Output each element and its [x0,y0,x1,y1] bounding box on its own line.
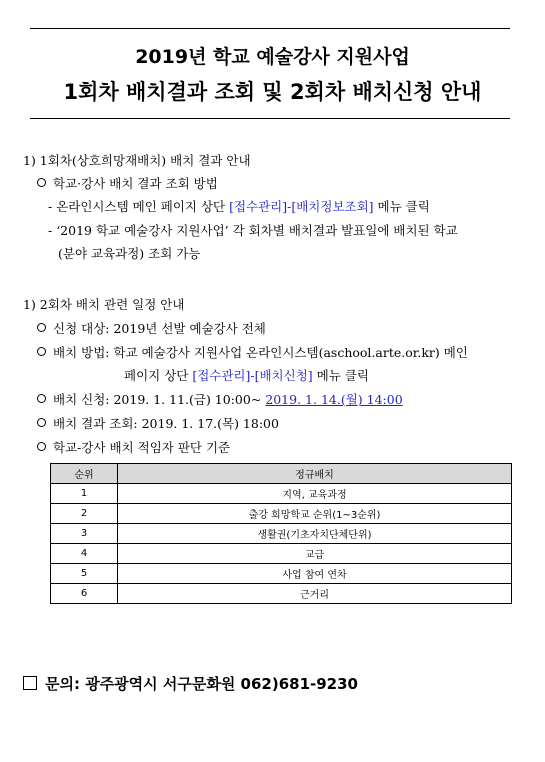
section2-apply: 배치 신청: 2019. 1. 11.(금) 10:00~ 2019. 1. 14.(월) 14:00 [37,391,403,409]
rank-cell: 6 [51,584,118,604]
rank-cell: 1 [51,484,118,504]
table-header-rank: 순위 [51,464,118,484]
criteria-cell: 지역, 교육과정 [118,484,512,504]
section1-dash2-line2: (분야 교육과정) 조회 가능 [58,246,201,261]
circle-bullet-icon [37,442,46,451]
section1-heading: 1) 1회차(상호희망재배치) 배치 결과 안내 [23,153,251,168]
table-row [51,524,512,544]
criteria-cell: 생활권(기초자치단체단위) [118,524,512,544]
table-row [51,504,512,524]
contact-text: 문의: 광주광역시 서구문화원 062)681-9230 [45,675,358,693]
circle-bullet-icon [37,347,46,356]
circle-bullet-icon [37,178,46,187]
rank-cell: 5 [51,564,118,584]
rank-cell: 4 [51,544,118,564]
menu-path-link: [접수관리]-[배치정보조회] [229,199,374,214]
section2-method-line2: 페이지 상단 [접수관리]-[배치신청] 메뉴 클릭 [124,368,369,383]
rank-cell: 2 [51,504,118,524]
title-rule [30,118,510,119]
apply-deadline: 2019. 1. 14.(월) 14:00 [265,392,403,407]
table-row [51,544,512,564]
rank-cell: 3 [51,524,118,544]
table-row [51,484,512,504]
section2-heading: 1) 2회차 배치 관련 일정 안내 [23,297,185,312]
contact-line [23,673,358,694]
criteria-cell: 교급 [118,544,512,564]
page-title-line2: 1회차 배치결과 조회 및 2회차 배치신청 안내 [63,80,482,104]
table-header-criteria: 정규배치 [118,464,512,484]
criteria-table [50,463,512,604]
table-header-row [51,464,512,484]
checkbox-square-icon [23,676,37,690]
circle-bullet-icon [37,323,46,332]
section1-dash2-line1: - ‘2019 학교 예술강사 지원사업’ 각 회차별 배치결과 발표일에 배치된 학교 [48,223,458,238]
menu-path-link: [접수관리]-[배치신청] [192,368,313,383]
section2-criteria: 학교-강사 배치 적임자 판단 기준 [37,439,230,457]
criteria-cell: 근거리 [118,584,512,604]
section1-bullet: 학교·강사 배치 결과 조회 방법 [37,175,218,193]
circle-bullet-icon [37,394,46,403]
criteria-cell: 출강 희망학교 순위(1~3순위) [118,504,512,524]
section1-dash1: - 온라인시스템 메인 페이지 상단 [접수관리]-[배치정보조회] 메뉴 클릭 [48,199,430,214]
table-row [51,584,512,604]
section2-target: 신청 대상: 2019년 선발 예술강사 전체 [37,320,266,338]
section2-method-line1: 배치 방법: 학교 예술강사 지원사업 온라인시스템(aschool.arte.or.kr) 메인 [37,344,468,362]
table-row [51,564,512,584]
criteria-cell: 사업 참여 연차 [118,564,512,584]
circle-bullet-icon [37,418,46,427]
page-title-line1: 2019년 학교 예술강사 지원사업 [135,46,410,68]
section2-result: 배치 결과 조회: 2019. 1. 17.(목) 18:00 [37,415,279,433]
top-rule [30,28,510,29]
